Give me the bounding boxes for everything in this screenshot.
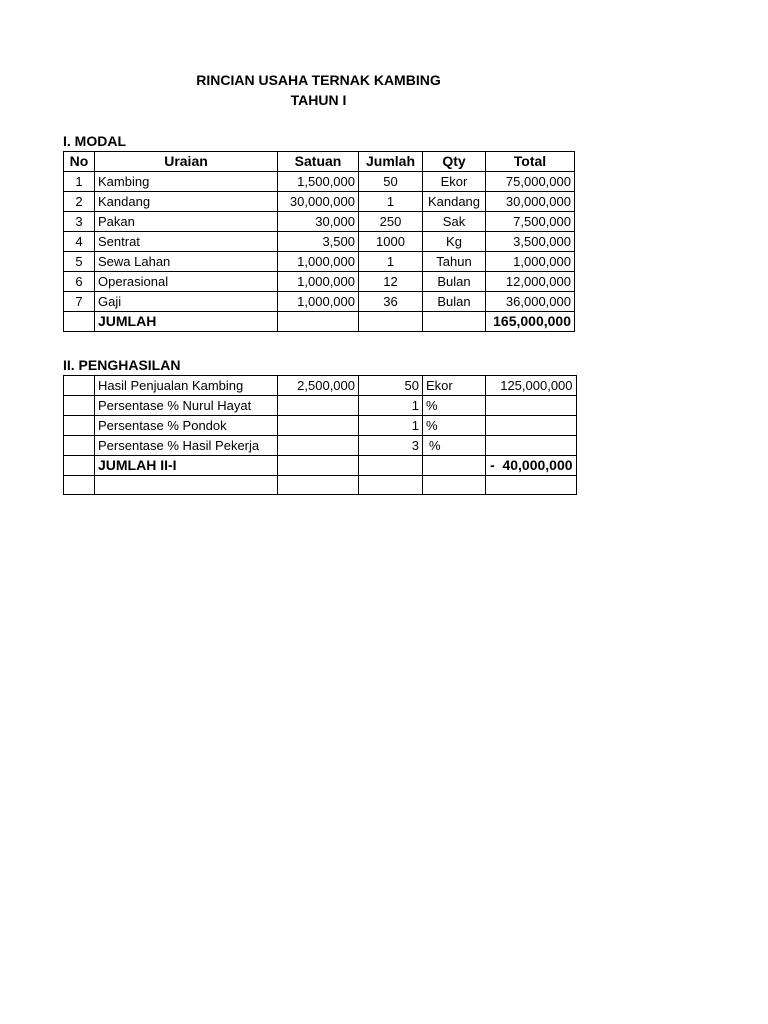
empty-row (64, 476, 577, 495)
cell-jumlah: 1 (359, 416, 423, 436)
cell-no: 2 (64, 192, 95, 212)
document-title: RINCIAN USAHA TERNAK KAMBING (196, 72, 441, 88)
cell-jumlah: 1000 (359, 232, 423, 252)
cell-jumlah: 3 (359, 436, 423, 456)
cell-qty: Ekor (423, 376, 486, 396)
table-row (64, 272, 575, 292)
cell-uraian: Operasional (95, 272, 278, 292)
modal-total-row (64, 312, 575, 332)
cell-total: 1,000,000 (486, 252, 575, 272)
table-row (64, 436, 577, 456)
col-header-jumlah: Jumlah (359, 152, 423, 172)
col-header-no: No (64, 152, 95, 172)
cell-qty: % (423, 396, 486, 416)
modal-total-value: 165,000,000 (486, 312, 575, 332)
table-row (64, 192, 575, 212)
document-subtitle: TAHUN I (290, 92, 347, 108)
cell-qty: Bulan (423, 272, 486, 292)
cell-total: 7,500,000 (486, 212, 575, 232)
table-row (64, 416, 577, 436)
cell-total: 3,500,000 (486, 232, 575, 252)
table-row (64, 292, 575, 312)
cell-uraian: Persentase % Hasil Pekerja (95, 436, 278, 456)
modal-header-row (64, 152, 575, 172)
cell-qty: Ekor (423, 172, 486, 192)
cell-uraian: Sentrat (95, 232, 278, 252)
cell-satuan (278, 416, 359, 436)
col-header-uraian: Uraian (95, 152, 278, 172)
cell-empty (95, 476, 278, 495)
cell-total: 125,000,000 (486, 376, 577, 396)
cell-qty: Kandang (423, 192, 486, 212)
cell-no: 7 (64, 292, 95, 312)
modal-heading: I. MODAL (63, 133, 126, 149)
cell-empty (423, 456, 486, 476)
cell-qty: % (423, 436, 486, 456)
cell-total: 75,000,000 (486, 172, 575, 192)
cell-total: 12,000,000 (486, 272, 575, 292)
cell-empty (278, 476, 359, 495)
modal-table (63, 151, 575, 332)
cell-qty: % (423, 416, 486, 436)
cell-empty (64, 476, 95, 495)
col-header-qty: Qty (423, 152, 486, 172)
cell-total (486, 416, 577, 436)
cell-no: 6 (64, 272, 95, 292)
cell-jumlah: 1 (359, 192, 423, 212)
col-header-total: Total (486, 152, 575, 172)
table-row (64, 252, 575, 272)
cell-satuan (278, 436, 359, 456)
cell-uraian: Hasil Penjualan Kambing (95, 376, 278, 396)
cell-total: 36,000,000 (486, 292, 575, 312)
cell-total (486, 436, 577, 456)
cell-empty (64, 456, 95, 476)
table-row (64, 212, 575, 232)
penghasilan-table (63, 375, 577, 495)
cell-uraian: Persentase % Nurul Hayat (95, 396, 278, 416)
col-header-satuan: Satuan (278, 152, 359, 172)
cell-empty (64, 436, 95, 456)
cell-uraian: Persentase % Pondok (95, 416, 278, 436)
cell-empty (359, 476, 423, 495)
cell-satuan: 30,000 (278, 212, 359, 232)
cell-jumlah: 50 (359, 172, 423, 192)
cell-uraian: Kandang (95, 192, 278, 212)
cell-qty: Bulan (423, 292, 486, 312)
cell-total (486, 396, 577, 416)
cell-empty (359, 312, 423, 332)
cell-jumlah: 1 (359, 396, 423, 416)
penghasilan-total-value: - 40,000,000 (486, 456, 577, 476)
cell-jumlah: 1 (359, 252, 423, 272)
cell-uraian: Sewa Lahan (95, 252, 278, 272)
cell-empty (278, 456, 359, 476)
cell-satuan: 1,500,000 (278, 172, 359, 192)
cell-qty: Sak (423, 212, 486, 232)
cell-jumlah: 50 (359, 376, 423, 396)
cell-satuan: 1,000,000 (278, 292, 359, 312)
cell-qty: Kg (423, 232, 486, 252)
penghasilan-total-label: JUMLAH II-I (95, 456, 278, 476)
cell-empty (64, 396, 95, 416)
cell-jumlah: 36 (359, 292, 423, 312)
cell-qty: Tahun (423, 252, 486, 272)
modal-total-label: JUMLAH (95, 312, 278, 332)
cell-satuan: 30,000,000 (278, 192, 359, 212)
cell-empty (486, 476, 577, 495)
cell-empty (423, 476, 486, 495)
cell-empty (278, 312, 359, 332)
penghasilan-total-row (64, 456, 577, 476)
table-row (64, 396, 577, 416)
cell-satuan: 1,000,000 (278, 252, 359, 272)
table-row (64, 232, 575, 252)
cell-empty (64, 376, 95, 396)
cell-no: 3 (64, 212, 95, 232)
cell-empty (64, 312, 95, 332)
cell-satuan: 3,500 (278, 232, 359, 252)
cell-empty (423, 312, 486, 332)
cell-empty (359, 456, 423, 476)
cell-uraian: Gaji (95, 292, 278, 312)
cell-satuan: 2,500,000 (278, 376, 359, 396)
cell-no: 5 (64, 252, 95, 272)
cell-no: 4 (64, 232, 95, 252)
cell-satuan: 1,000,000 (278, 272, 359, 292)
penghasilan-heading: II. PENGHASILAN (63, 357, 181, 373)
cell-empty (64, 416, 95, 436)
cell-total: 30,000,000 (486, 192, 575, 212)
cell-satuan (278, 396, 359, 416)
cell-uraian: Pakan (95, 212, 278, 232)
cell-no: 1 (64, 172, 95, 192)
cell-jumlah: 250 (359, 212, 423, 232)
table-row (64, 172, 575, 192)
cell-jumlah: 12 (359, 272, 423, 292)
table-row (64, 376, 577, 396)
cell-uraian: Kambing (95, 172, 278, 192)
